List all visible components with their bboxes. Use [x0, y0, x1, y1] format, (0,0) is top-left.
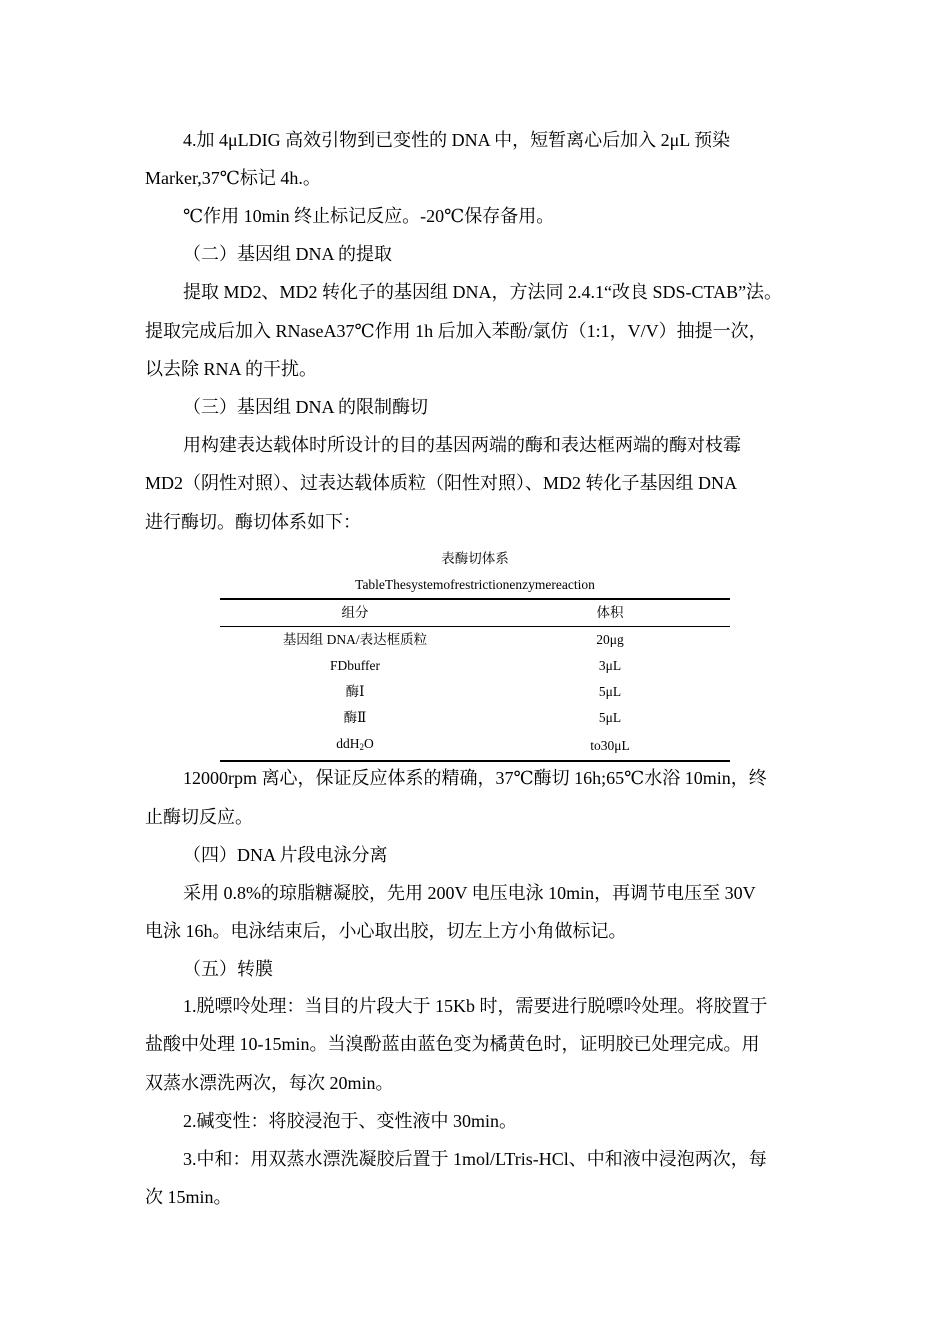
text-line: 进行酶切。酶切体系如下：	[145, 512, 361, 532]
table-cell: 20μg	[596, 632, 624, 647]
text-line: MD2（阴性对照）、过表达载体质粒（阳性对照）、MD2 转化子基因组 DNA	[145, 473, 738, 493]
text-line: 电泳 16h。电泳结束后，小心取出胶，切左上方小角做标记。	[145, 921, 627, 941]
table-cell: 基因组 DNA/表达框质粒	[282, 632, 428, 647]
text-line: Marker,37℃标记 4h.。	[145, 168, 321, 188]
table-caption-en: TableThesystemofrestrictionenzymereaction	[355, 577, 595, 592]
table-row	[220, 679, 730, 705]
text-line: 12000rpm 离心，保证反应体系的精确，37℃酶切 16h;65℃水浴 10min，终	[183, 768, 767, 788]
table-cell: 酶Ⅱ	[343, 710, 367, 725]
text-line: 1.脱嘌呤处理：当目的片段大于 15Kb 时，需要进行脱嘌呤处理。将胶置于	[183, 996, 768, 1016]
table-cell-ddh2o	[220, 731, 490, 761]
section-heading: （四）DNA 片段电泳分离	[183, 845, 388, 865]
text-line: 3.中和：用双蒸水漂洗凝胶后置于 1mol/LTris-HCl、中和液中浸泡两次，每	[183, 1149, 767, 1169]
text-line: 以去除 RNA 的干扰。	[145, 359, 318, 379]
ddh2o-base: ddH	[336, 736, 360, 751]
table-cell: to30μL	[590, 737, 630, 753]
table-cell: 5μL	[598, 684, 622, 699]
enzyme-table	[220, 598, 730, 762]
table-header-volume: 体积	[596, 605, 624, 620]
text-line: 次 15min。	[145, 1187, 232, 1207]
ddh2o-tail: O	[364, 736, 374, 751]
table-row	[220, 653, 730, 679]
table-header-row	[220, 599, 730, 627]
text-line: 双蒸水漂洗两次，每次 20min。	[145, 1073, 394, 1093]
table-cell: FDbuffer	[330, 658, 380, 673]
text-line: 4.加 4μLDIG 高效引物到已变性的 DNA 中，短暂离心后加入 2μL 预染	[183, 130, 731, 150]
table-header-component: 组分	[341, 605, 369, 620]
table-row	[220, 705, 730, 731]
text-line: 提取 MD2、MD2 转化子的基因组 DNA，方法同 2.4.1“改良 SDS-CTAB”法。	[183, 282, 783, 302]
table-cell: 3μL	[598, 658, 622, 673]
text-line: 盐酸中处理 10-15min。当溴酚蓝由蓝色变为橘黄色时，证明胶已处理完成。用	[145, 1034, 760, 1054]
text-line: 止酶切反应。	[145, 807, 253, 827]
table-row	[220, 627, 730, 654]
ddh2o-subscript: 2	[359, 742, 364, 752]
section-heading: （三）基因组 DNA 的限制酶切	[183, 397, 429, 417]
text-line: 用构建表达载体时所设计的目的基因两端的酶和表达框两端的酶对枝霉	[183, 435, 741, 455]
text-line: 2.碱变性：将胶浸泡于、变性液中 30min。	[183, 1111, 518, 1131]
section-heading: （二）基因组 DNA 的提取	[183, 244, 393, 264]
table-cell: 酶Ⅰ	[345, 684, 365, 699]
text-line: 提取完成后加入 RNaseA37℃作用 1h 后加入苯酚/氯仿（1:1，V/V）抽提一次，	[145, 321, 767, 341]
section-heading: （五）转膜	[183, 959, 273, 979]
table-cell: 5μL	[598, 710, 622, 725]
table-caption-cn: 表酶切体系	[441, 551, 509, 566]
text-line: 采用 0.8%的琼脂糖凝胶，先用 200V 电压电泳 10min，再调节电压至 30V	[183, 883, 756, 903]
text-line: ℃作用 10min 终止标记反应。-20℃保存备用。	[183, 206, 555, 226]
table-row	[220, 731, 730, 761]
